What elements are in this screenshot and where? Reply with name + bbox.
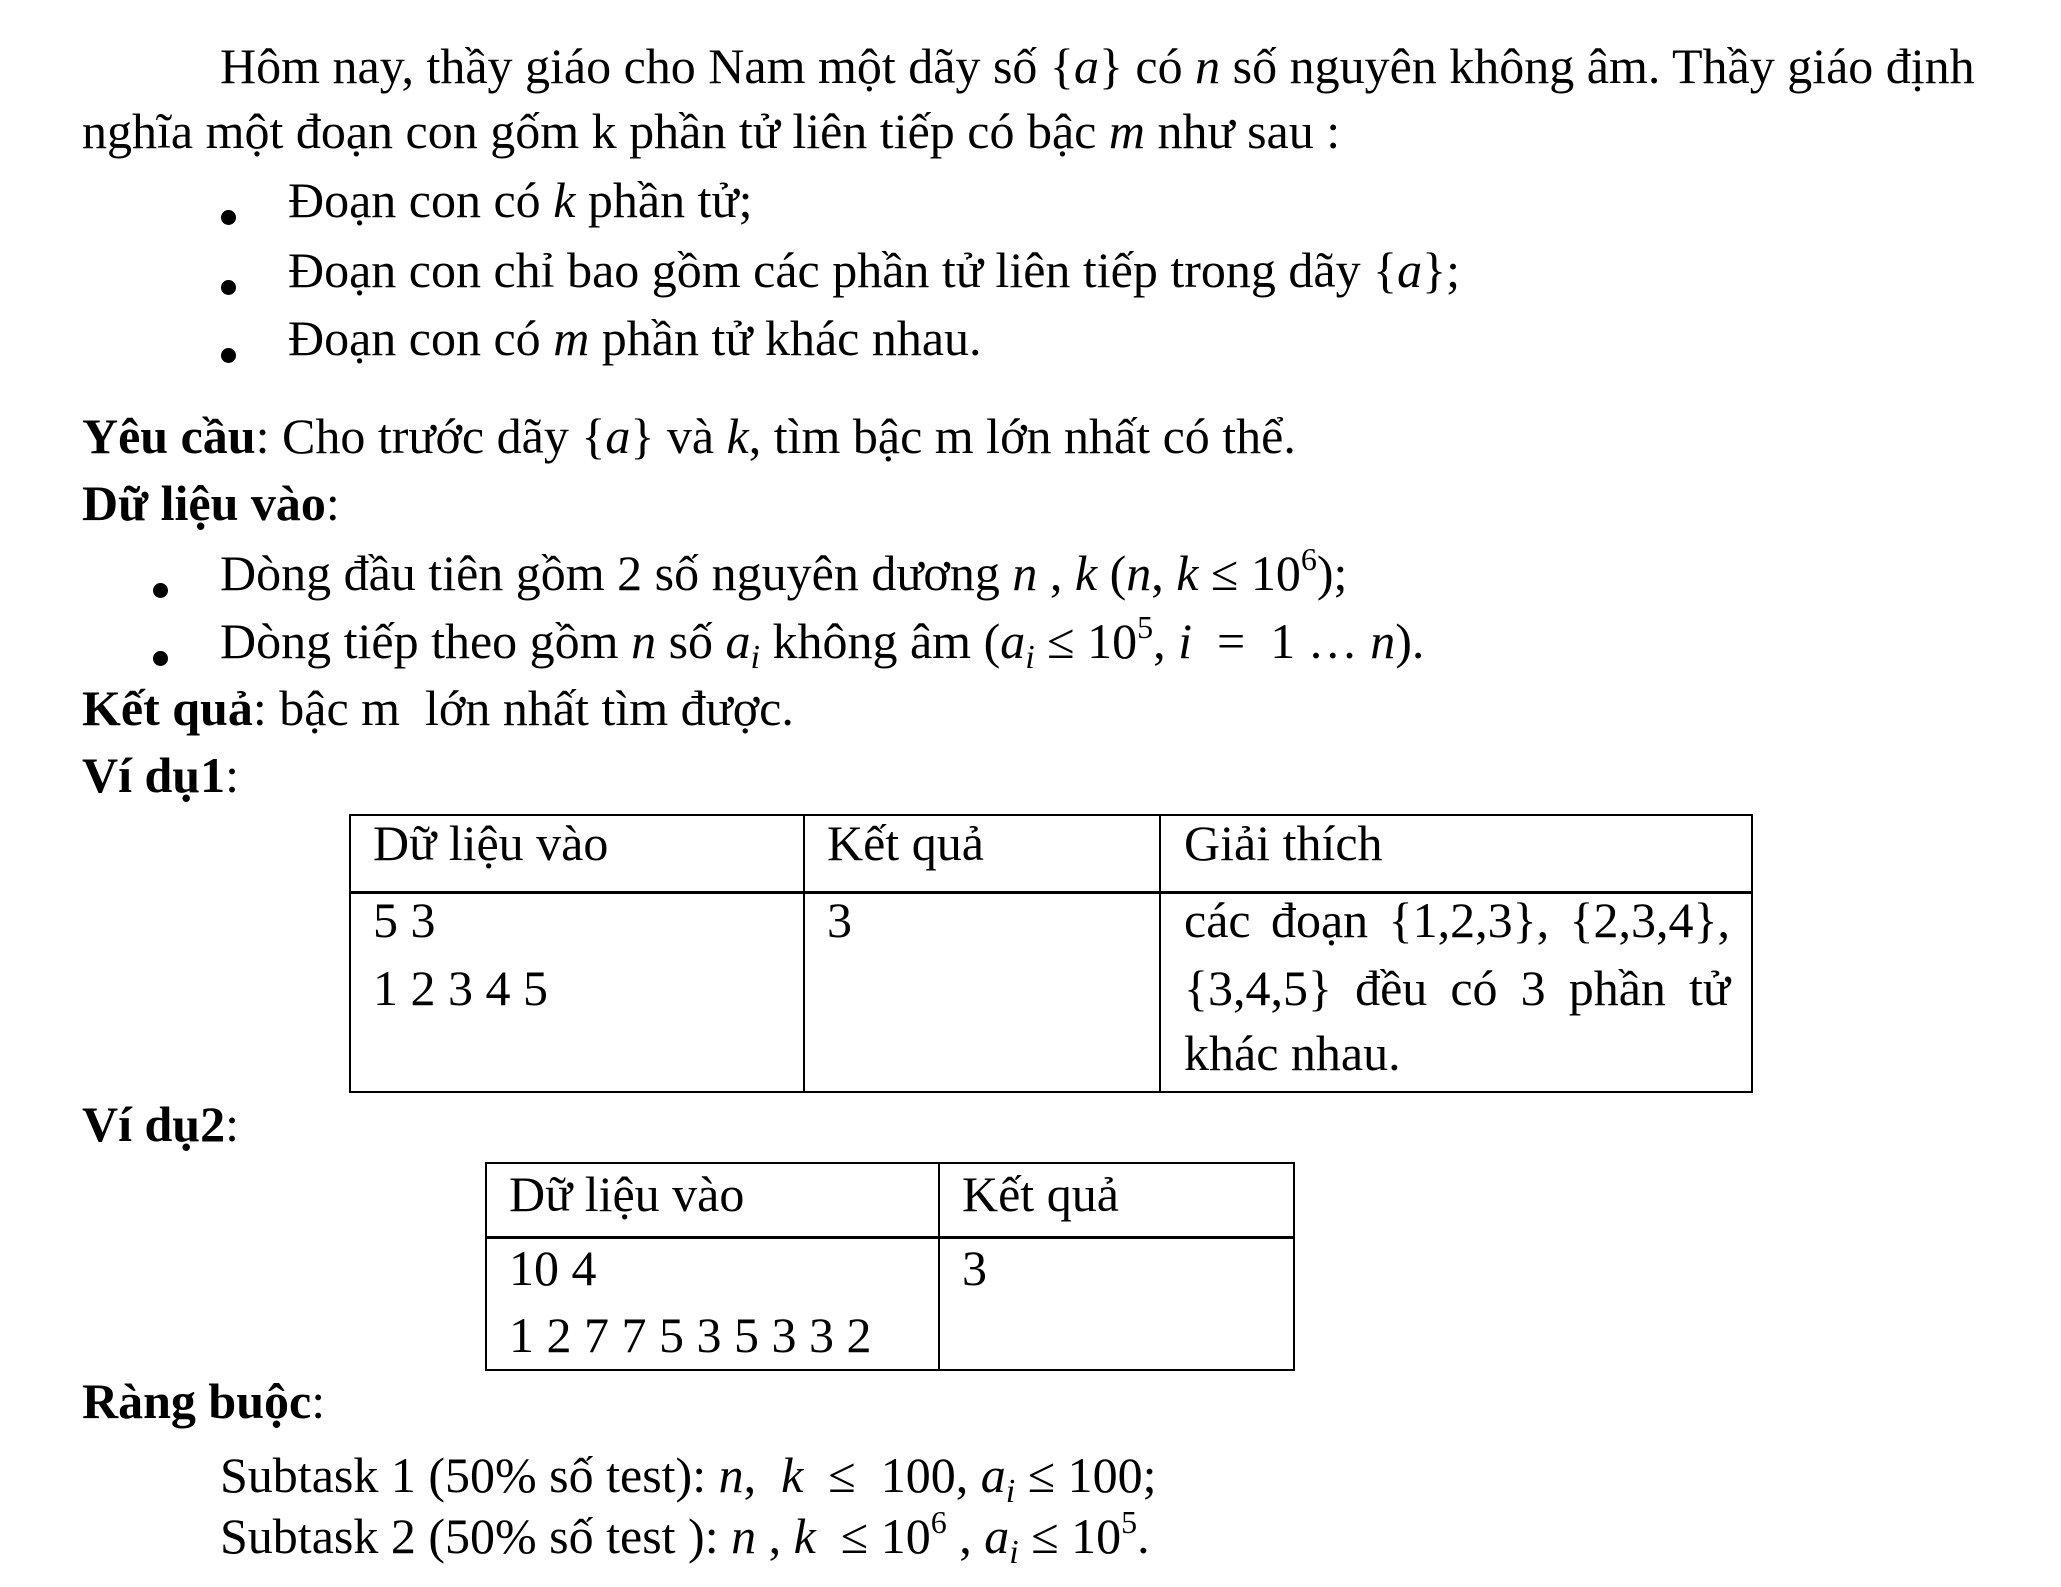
math-symbol: n	[1195, 38, 1221, 94]
table-header-input: Dữ liệu vào	[373, 815, 609, 871]
text-run: không âm (	[759, 613, 1001, 669]
requirement-line	[82, 406, 1296, 466]
text-run: (	[1097, 545, 1127, 601]
definition-bullet-3	[288, 308, 982, 368]
math-symbol: a	[1073, 38, 1099, 94]
text-run: phần tử khác nhau.	[589, 310, 982, 366]
text-run: .	[1137, 1508, 1150, 1564]
bullet-icon	[221, 348, 236, 363]
input-line: 5 3	[373, 892, 436, 948]
math-symbol: i	[1025, 639, 1035, 676]
text-run: Hôm nay, thầy giáo cho Nam một dãy số {	[220, 38, 1074, 94]
example-1-heading	[82, 745, 239, 805]
explanation-line: các đoạn {1,2,3}, {2,3,4},	[1184, 892, 1730, 948]
math-symbol: m	[1108, 103, 1145, 159]
bold-label: Ràng buộc	[82, 1373, 312, 1429]
intro-line-2	[82, 101, 1340, 161]
math-symbol: k	[726, 408, 749, 464]
table-column-divider	[938, 1164, 940, 1369]
input-line: 1 2 7 7 5 3 5 3 3 2	[509, 1307, 872, 1363]
text-run: nghĩa một đoạn con gốm k phần tử liên tiếp có bậc	[82, 103, 1109, 159]
math-symbol: a	[984, 1508, 1010, 1564]
text-run: ,	[1153, 613, 1179, 669]
table-header-input: Dữ liệu vào	[509, 1166, 745, 1222]
text-run: phần tử;	[575, 172, 753, 228]
example-2-heading	[82, 1094, 239, 1154]
text-run: Subtask 2 (50% số test ):	[220, 1508, 732, 1564]
text-run: : bậc m lớn nhất tìm được.	[252, 680, 794, 736]
subtask-1	[220, 1445, 1157, 1510]
text-run: ,	[1151, 545, 1177, 601]
text-run: );	[1316, 545, 1348, 601]
text-run: ).	[1395, 613, 1425, 669]
text-run: ,	[743, 1447, 782, 1503]
math-symbol: 5	[1121, 1504, 1138, 1540]
bullet-icon	[221, 280, 236, 295]
text-run: Subtask 1 (50% số test):	[220, 1447, 719, 1503]
text-run: ≤ 10	[1198, 545, 1301, 601]
text-run: số	[656, 613, 726, 669]
text-run: ≤ 100,	[803, 1447, 981, 1503]
text-run: ≤ 100;	[1015, 1447, 1157, 1503]
text-run: ,	[1037, 545, 1075, 601]
bold-label: Ví dụ2	[82, 1096, 226, 1152]
text-run: như sau :	[1144, 103, 1341, 159]
example-2-table	[485, 1162, 1295, 1371]
table-column-divider	[1159, 816, 1161, 1091]
math-symbol: i	[750, 639, 760, 676]
table-header-divider	[487, 1236, 1293, 1239]
bullet-icon	[153, 651, 168, 666]
bold-label: Ví dụ1	[82, 747, 226, 803]
math-symbol: m	[553, 310, 590, 366]
table-header-explanation: Giải thích	[1184, 815, 1383, 871]
definition-bullet-1	[288, 170, 752, 230]
explanation-line: {3,4,5} đều có 3 phần tử	[1184, 960, 1730, 1016]
math-symbol: n	[1370, 613, 1396, 669]
definition-bullet-2	[288, 240, 1460, 300]
math-symbol: a	[980, 1447, 1006, 1503]
text-run: :	[225, 747, 240, 803]
output-heading	[82, 678, 794, 738]
bold-label: Kết quả	[82, 680, 253, 736]
bullet-icon	[221, 210, 236, 225]
text-run: };	[1422, 242, 1460, 298]
math-symbol: n	[731, 1508, 757, 1564]
example-1-table	[349, 814, 1753, 1093]
text-run: :	[225, 1096, 240, 1152]
text-run: : Cho trước dãy {	[255, 408, 606, 464]
text-run: Dòng tiếp theo gồm	[220, 613, 632, 669]
input-bullet-1	[220, 543, 1347, 603]
subtask-2	[220, 1504, 1150, 1571]
text-run: ,	[756, 1508, 794, 1564]
text-run: ≤ 10	[1034, 613, 1138, 669]
math-symbol: n	[718, 1447, 744, 1503]
text-run: :	[325, 475, 340, 531]
bold-label: Dữ liệu vào	[82, 475, 326, 531]
table-header-output: Kết quả	[827, 815, 984, 871]
text-run: } và	[630, 408, 727, 464]
text-run: ,	[946, 1508, 985, 1564]
table-header-output: Kết quả	[962, 1166, 1119, 1222]
bullet-icon	[153, 583, 168, 598]
math-symbol: a	[725, 613, 751, 669]
output-value: 3	[962, 1240, 987, 1296]
math-symbol: i	[1005, 1473, 1016, 1510]
text-run: } có	[1098, 38, 1196, 94]
text-run: Đoạn con có	[288, 172, 554, 228]
text-run: ≤ 10	[1018, 1508, 1122, 1564]
text-run: Đoạn con chỉ bao gồm các phần tử liên tiếp trong dãy {	[288, 242, 1398, 298]
math-symbol: 6	[1300, 541, 1317, 577]
math-symbol: n	[631, 613, 657, 669]
math-symbol: 5	[1137, 609, 1154, 645]
text-run: số nguyên không âm. Thầy giáo định	[1220, 38, 1975, 94]
math-symbol: n	[1012, 545, 1038, 601]
math-symbol: i	[1009, 1534, 1019, 1571]
text-run: Dòng đầu tiên gồm 2 số nguyên dương	[220, 545, 1013, 601]
math-symbol: k	[781, 1447, 804, 1503]
text-run: Đoạn con có	[288, 310, 554, 366]
bold-label: Yêu cầu	[82, 408, 256, 464]
math-symbol: k	[553, 172, 576, 228]
math-symbol: a	[605, 408, 631, 464]
intro-line-1	[220, 36, 1975, 96]
math-symbol: n	[1126, 545, 1152, 601]
output-value: 3	[827, 892, 852, 948]
math-symbol: k	[1074, 545, 1098, 601]
math-symbol: i	[1178, 613, 1193, 669]
table-column-divider	[803, 816, 805, 1091]
input-heading	[82, 473, 340, 533]
input-line: 10 4	[509, 1240, 597, 1296]
math-symbol: 6	[930, 1504, 947, 1540]
math-symbol: a	[1397, 242, 1423, 298]
text-run: ≤ 10	[815, 1508, 931, 1564]
math-symbol: k	[793, 1508, 816, 1564]
text-run: = 1 …	[1192, 613, 1371, 669]
math-symbol: a	[1000, 613, 1026, 669]
math-symbol: k	[1176, 545, 1199, 601]
explanation-line: khác nhau.	[1184, 1025, 1401, 1081]
text-run: , tìm bậc m lớn nhất có thể.	[748, 408, 1296, 464]
text-run: :	[311, 1373, 326, 1429]
constraints-heading	[82, 1371, 325, 1431]
input-line: 1 2 3 4 5	[373, 960, 548, 1016]
input-bullet-2	[220, 609, 1425, 676]
